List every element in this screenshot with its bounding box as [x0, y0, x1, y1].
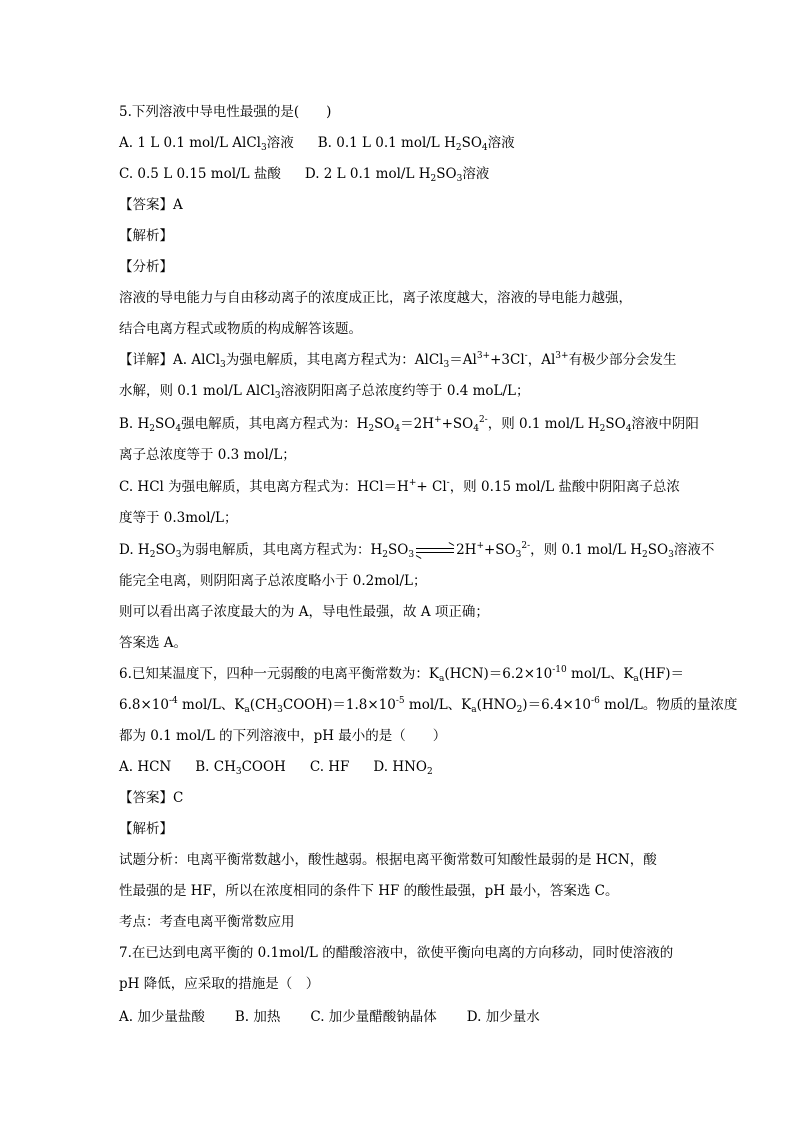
q5-option-a: A. 1 L 0.1 mol/L AlCl$_3$溶液	[119, 135, 294, 153]
q5-options-ab	[119, 134, 515, 152]
q7-stem-line-2: pH 降低，应采取的措施是（ ）	[119, 976, 320, 992]
q5-fenxi-label: 【分析】	[119, 259, 173, 275]
q6-answer: 【答案】C	[119, 790, 184, 806]
q5-stem: 5.下列溶液中导电性最强的是( )	[119, 104, 332, 120]
q5-answer: 【答案】A	[119, 197, 183, 213]
q7-options	[119, 1008, 540, 1026]
q6-options	[119, 758, 433, 776]
q5-detail-d-line-2: 能完全电离，则阴阳离子总浓度略小于 0.2mol/L；	[119, 573, 427, 589]
q6-analysis-label: 【解析】	[119, 821, 173, 837]
q5-detail-a-line-2: 水解，则 0.1 mol/L AlCl$_3$溶液阴阳离子总浓度约等于 0.4 moL/L；	[119, 383, 530, 401]
q5-detail-a-line-1: 【详解】A. AlCl$_3$为强电解质，其电离方程式为：$AlCl_3=Al^{3+}+3Cl^-$，$Al^{3+}$有极少部分会发生	[119, 351, 677, 370]
q5-detail-d-line-1: D. $H_2SO_3$为弱电解质，其电离方程式为：$H_2SO_3$ $2H^++SO_3^{2-}$，则 0.1 mol/L $H_2SO_3$溶液不	[119, 541, 715, 560]
q5-option-c: C. 0.5 L 0.15 mol/L 盐酸	[119, 166, 281, 182]
q5-detail-c-line-1: C. HCl 为强电解质，其电离方程式为：HCl＝H++ Cl-，则 0.15 mol/L 盐酸中阴阳离子总浓	[119, 478, 680, 495]
q5-options-cd	[119, 165, 489, 183]
q6-option-d: D. $HNO_2$	[373, 759, 433, 777]
q6-option-b: B. $CH_3COOH$	[195, 759, 286, 777]
q5-final-answer: 答案选 A。	[119, 635, 188, 651]
q5-option-d: D. 2 L 0.1 mol/L $H_2SO_3$溶液	[304, 166, 490, 184]
q5-detail-b-line-2: 离子总浓度等于 0.3 mol/L；	[119, 447, 296, 463]
q7-stem-line-1: 7.在已达到电离平衡的 0.1mol/L 的醋酸溶液中，欲使平衡向电离的方向移动，同时使溶液的	[119, 945, 674, 961]
q5-option-b: B. 0.1 L 0.1 mol/L $H_2SO_4$溶液	[317, 135, 515, 153]
q6-kaodian: 考点：考查电离平衡常数应用	[119, 914, 295, 930]
q5-fenxi-line-2: 结合电离方程式或物质的构成解答该题。	[119, 321, 362, 337]
q5-detail-b-line-1: B. $H_2SO_4$强电解质，其电离方程式为：$H_2SO_4=2H^++SO_4^{2-}$，则 0.1 mol/L $H_2SO_4$溶液中阴阳	[119, 415, 699, 434]
q7-option-c: C. 加少量醋酸钠晶体	[310, 1009, 437, 1025]
q7-option-a: A. 加少量盐酸	[119, 1009, 205, 1025]
q6-explanation-line-1: 试题分析：电离平衡常数越小，酸性越弱。根据电离平衡常数可知酸性最弱的是 HCN，酸	[119, 852, 657, 868]
q7-option-b: B. 加热	[234, 1009, 281, 1025]
q6-stem-line-1: 6.已知某温度下，四种一元弱酸的电离平衡常数为：$K_a(HCN)=6.2\times 10^{-10}$ mol/L、$K_a(HF)=$	[119, 665, 684, 684]
q5-detail-c-line-2: 度等于 0.3mol/L；	[119, 510, 238, 526]
q5-conclusion: 则可以看出离子浓度最大的为 A，导电性最强，故 A 项正确；	[119, 604, 489, 620]
q6-option-c: C. HF	[309, 759, 350, 775]
q7-option-d: D. 加少量水	[466, 1009, 540, 1025]
q6-stem-line-2: $6.8\times 10^{-4}$ mol/L、$K_a(CH_3COOH)=1.8\times 10^{-5}$ mol/L、$K_a(HNO_2)=6.4\times 10^{-6}$ mol/L。物质的量浓度	[119, 696, 738, 715]
q6-stem-line-3: 都为 0.1 mol/L 的下列溶液中，pH 最小的是（ ）	[119, 728, 447, 744]
q5-analysis-label: 【解析】	[119, 228, 173, 244]
q5-fenxi-line-1: 溶液的导电能力与自由移动离子的浓度成正比，离子浓度越大，溶液的导电能力越强，	[119, 290, 632, 306]
q6-option-a: A. HCN	[119, 759, 172, 775]
reversible-arrow-icon	[416, 546, 454, 556]
q6-explanation-line-2: 性最强的是 HF，所以在浓度相同的条件下 HF 的酸性最强，pH 最小，答案选 C。	[119, 883, 619, 899]
